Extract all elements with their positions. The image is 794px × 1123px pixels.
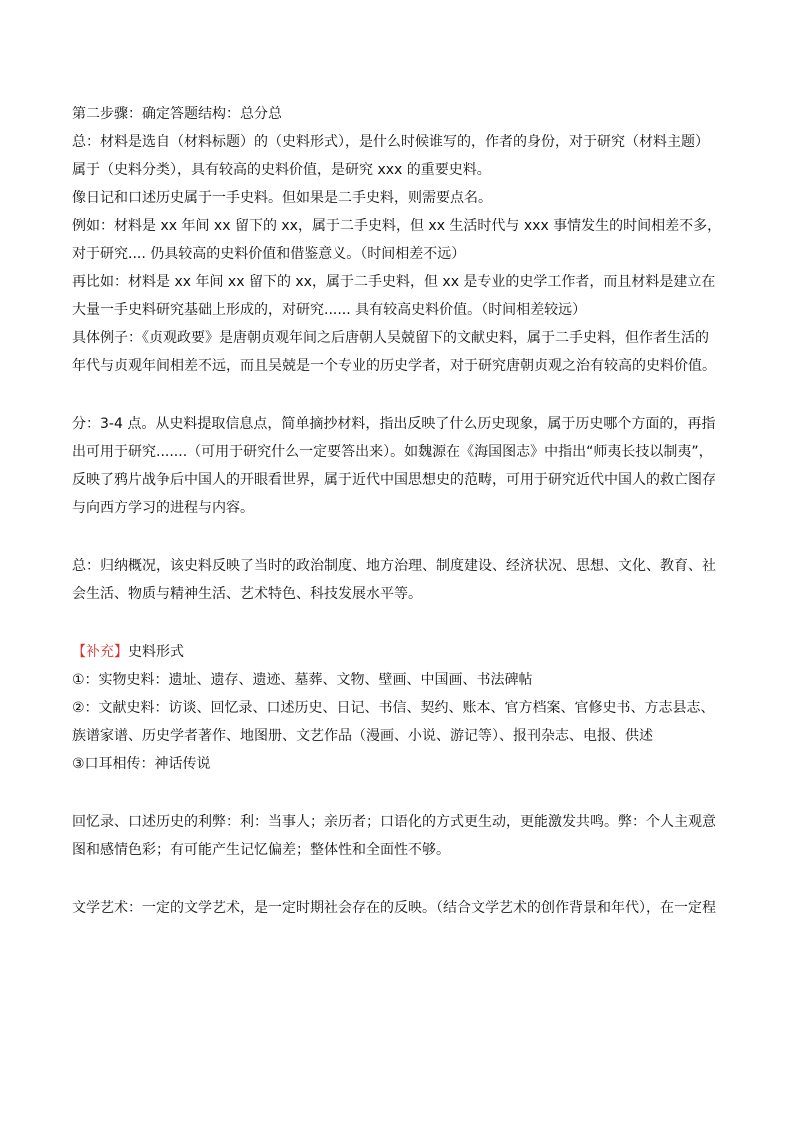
zong-paragraph-1: 总：材料是选自（材料标题）的（史料形式），是什么时候谁写的，作者的身份，对于研究（材料主题）属于（史料分类），具有较高的史料价值，是研究 xxx 的重要史料。 — [72, 134, 709, 178]
example-paragraph-2: 再比如：材料是 xx 年间 xx 留下的 xx，属于二手史料，但 xx 是专业的史学工作者，而且材料是建立在大量一手史料研究基础上形成的，对研究...... 具有较高史料价值。（时间相差较远） — [72, 274, 716, 318]
firsthand-note: 像日记和口述历史属于一手史料。但如果是二手史料，则需要点名。 — [72, 190, 492, 206]
literature-paragraph: 文学艺术：一定的文学艺术，是一定时期社会存在的反映。（结合文学艺术的创作背景和年代），在一定程 — [72, 900, 716, 916]
example-paragraph-3: 具体例子：《贞观政要》是唐朝贞观年间之后唐朝人吴兢留下的文献史料，属于二手史料，但作者生活的年代与贞观年间相差不远，而且吴兢是一个专业的历史学者，对于研究唐朝贞观之治有较高的史料价值。 — [72, 330, 716, 374]
spacer — [72, 608, 722, 638]
supplement-heading — [72, 638, 722, 666]
example-paragraph-1: 例如：材料是 xx 年间 xx 留下的 xx，属于二手史料，但 xx 生活时代与 xxx 事情发生的时间相差不多，对于研究.... 仍具较高的史料价值和借鉴意义。（时间相差不远） — [72, 218, 722, 262]
spacer — [72, 778, 722, 808]
supplement-title: 史料形式 — [128, 644, 184, 660]
supplement-item-1: ①：实物史料：遗址、遗存、遗迹、墓葬、文物、壁画、中国画、书法碑帖 — [72, 672, 533, 688]
supplement-tag: 【补充】 — [72, 644, 128, 660]
fen-paragraph: 分：3-4 点。从史料提取信息点，简单摘抄材料，指出反映了什么历史现象，属于历史哪个方面的，再指出可用于研究.......（可用于研究什么一定要答出来）。如魏源在《海国图志》中指出“师夷长技以制夷”，反映了鸦片战争后中国人的开眼看世界，属于近代中国思想史的范畴，可用于研究近代中国人的救亡图存与向西方学习的进程与内容。 — [72, 416, 716, 516]
step2-title: 第二步骤：确定答题结构：总分总 — [72, 106, 282, 122]
document-page — [72, 100, 722, 922]
spacer — [72, 380, 722, 410]
memoir-paragraph: 回忆录、口述历史的利弊：利：当事人；亲历者；口语化的方式更生动，更能激发共鸣。弊：个人主观意图和感情色彩；有可能产生记忆偏差；整体性和全面性不够。 — [72, 814, 716, 858]
spacer — [72, 864, 722, 894]
supplement-item-2: ②：文献史料：访谈、回忆录、口述历史、日记、书信、契约、账本、官方档案、官修史书、方志县志、族谱家谱、历史学者著作、地图册、文艺作品（漫画、小说、游记等）、报刊杂志、电报、供述 — [72, 700, 715, 744]
spacer — [72, 522, 722, 552]
supplement-item-3: ③口耳相传：神话传说 — [72, 756, 211, 772]
zong-paragraph-2: 总：归纳概况，该史料反映了当时的政治制度、地方治理、制度建设、经济状况、思想、文化、教育、社会生活、物质与精神生活、艺术特色、科技发展水平等。 — [72, 558, 716, 602]
